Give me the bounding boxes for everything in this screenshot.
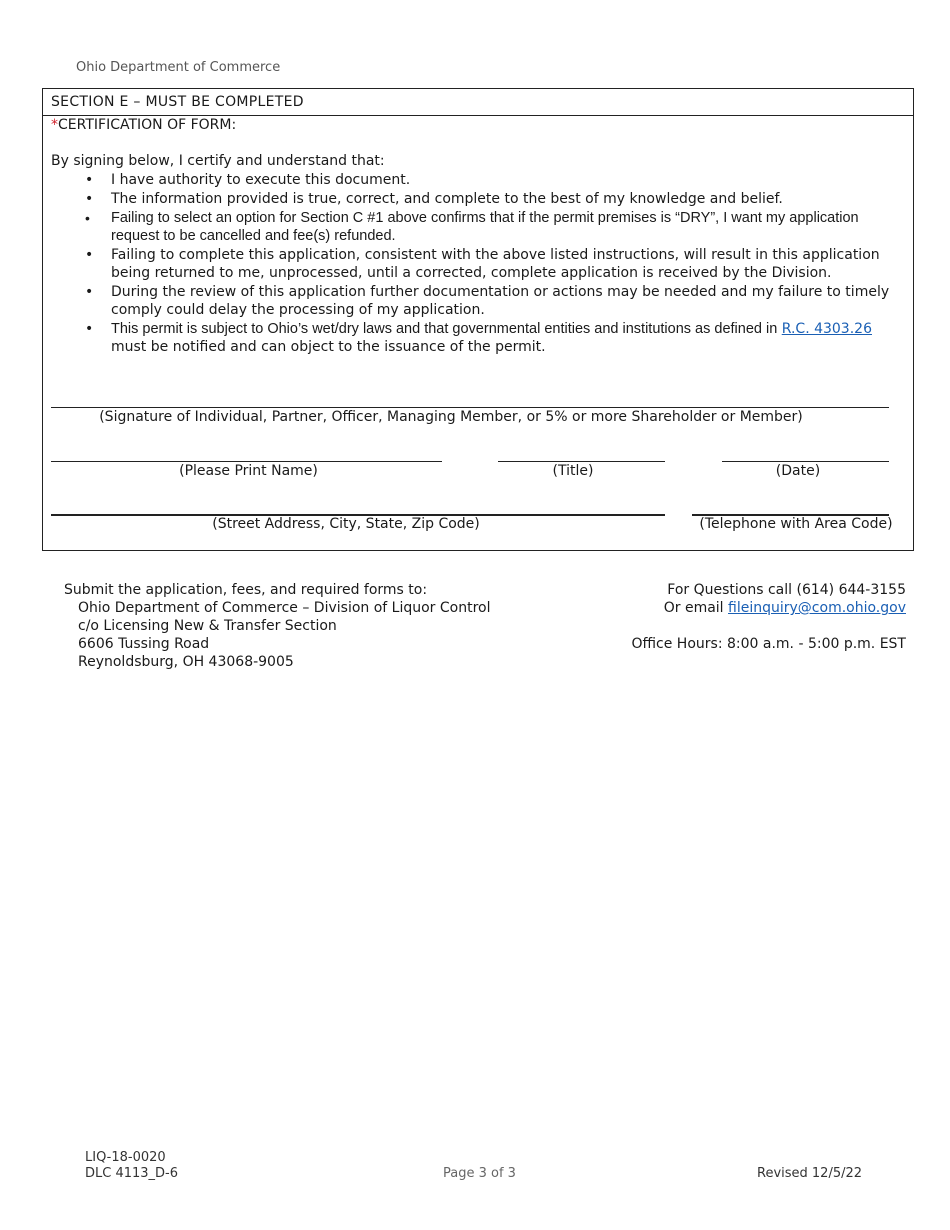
page-number: Page 3 of 3 [443, 1166, 516, 1181]
title-line[interactable] [498, 461, 665, 462]
list-item-wet-dry [81, 320, 901, 356]
address-line-3: 6606 Tussing Road [78, 636, 210, 652]
email-link[interactable]: fileinquiry@com.ohio.gov [728, 600, 906, 616]
list-item: • During the review of this application further documentation or actions may be needed and my failure to timely comply could delay the processing of my application. [81, 283, 901, 319]
rc-4303-26-link[interactable]: R.C. 4303.26 [781, 321, 872, 337]
section-title: SECTION E – MUST BE COMPLETED [51, 94, 304, 110]
certification-list [81, 171, 901, 357]
certification-intro: By signing below, I certify and understand that: [51, 153, 385, 169]
questions-phone: For Questions call (614) 644-3155 [667, 582, 906, 598]
address-line-4: Reynoldsburg, OH 43068-9005 [78, 654, 294, 670]
form-code: DLC 4113_D-6 [85, 1166, 179, 1181]
section-title-row [43, 89, 913, 116]
list-item: • Failing to select an option for Section C #1 above confirms that if the permit premises is “DRY”, I want my application request to be cancelled and fee(s) refunded. [81, 209, 901, 245]
spacer [631, 617, 906, 635]
certification-text: CERTIFICATION OF FORM: [58, 117, 237, 133]
required-marker: * [51, 117, 58, 133]
address-line-1: Ohio Department of Commerce – Division of Liquor Control [78, 600, 491, 616]
print-name-caption: (Please Print Name) [179, 463, 318, 479]
wet-dry-suffix: must be notified and can object to the issuance of the permit. [111, 339, 546, 355]
form-id: LIQ-18-0020 [85, 1150, 166, 1165]
address-caption: (Street Address, City, State, Zip Code) [212, 516, 480, 532]
email-prefix: Or email [663, 600, 724, 616]
email-row [631, 599, 906, 617]
address-line-2: c/o Licensing New & Transfer Section [78, 618, 337, 634]
wet-dry-prefix: This permit is subject to Ohio’s wet/dry laws and that governmental entities and institutions as defined in [111, 321, 778, 337]
revised-date: Revised 12/5/22 [757, 1166, 863, 1181]
list-item: • The information provided is true, correct, and complete to the best of my knowledge and belief. [81, 190, 901, 208]
certification-label [51, 117, 236, 133]
print-name-line[interactable] [51, 461, 442, 462]
title-caption: (Title) [552, 463, 594, 479]
date-caption: (Date) [775, 463, 821, 479]
telephone-caption: (Telephone with Area Code) [699, 516, 893, 532]
submit-info [64, 581, 491, 671]
form-identifiers [85, 1150, 178, 1182]
contact-info [631, 581, 906, 653]
signature-line[interactable] [51, 407, 889, 408]
date-line[interactable] [722, 461, 889, 462]
submit-address [64, 599, 491, 671]
submit-heading: Submit the application, fees, and required forms to: [64, 582, 428, 598]
section-e-box [42, 88, 914, 551]
list-item: • Failing to complete this application, consistent with the above listed instructions, will result in this application being returned to me, unprocessed, until a corrected, complete application is received by the Division. [81, 246, 901, 282]
office-hours: Office Hours: 8:00 a.m. - 5:00 p.m. EST [631, 636, 906, 652]
list-item: • I have authority to execute this document. [81, 171, 901, 189]
header-organization: Ohio Department of Commerce [76, 60, 281, 75]
signature-caption: (Signature of Individual, Partner, Officer, Managing Member, or 5% or more Shareholder or Member) [99, 409, 803, 425]
